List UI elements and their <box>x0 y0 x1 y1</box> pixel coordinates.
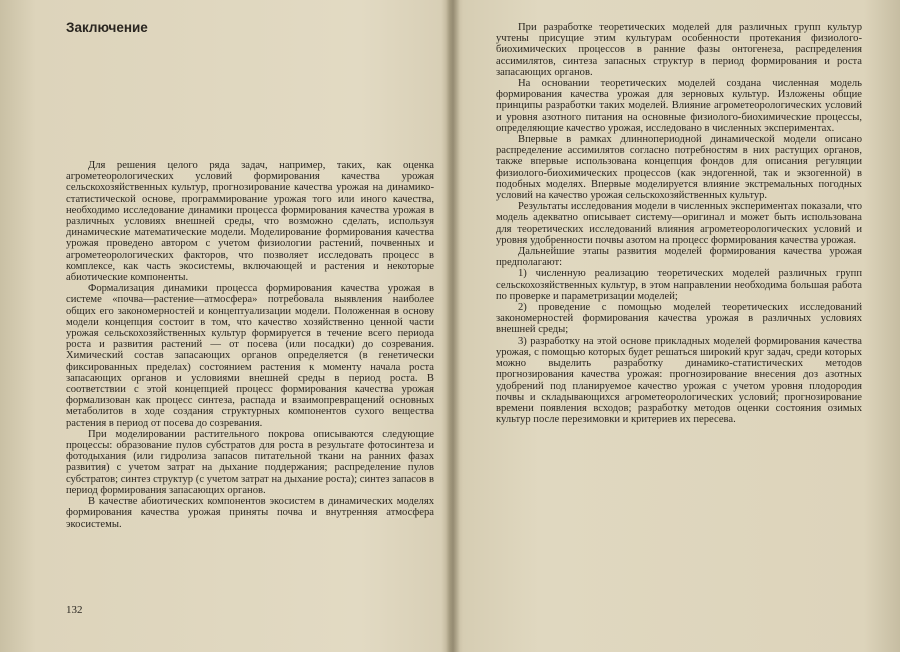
right-page-body <box>496 22 862 425</box>
book-gutter <box>446 0 460 652</box>
paragraph: Формализация динамики процесса формирования качества урожая в системе «почва—растение—атмосфера» потребовала выявления наиболее общих его закономерностей и концептуализации модели. Положенная в основу модели концепция состоит в том, что качество хозяйственно ценной части урожая сельскохозяйственных культур формируется в течение всего периода роста и развития растений — от посева (или посадки) до созревания. Химический состав запасающих органов определяется (в генетически фиксированных пределах) состоянием растения к моменту начала роста запасающих органов и условиями внешней среды в период роста. В соответствии с этой концепцией процесс формирования качества урожая формализован как процесс синтеза, распада и взаимопревращений основных метаболитов в ходе создания структурных компонентов сухого вещества растения в период от посева до созревания. <box>66 283 434 429</box>
page-number: 132 <box>66 604 83 616</box>
section-heading: Заключение <box>66 20 148 35</box>
right-page <box>496 0 862 652</box>
left-page-body <box>66 160 434 530</box>
paragraph: В качестве абиотических компонентов экосистем в динамических моделях формирования качества урожая приняты почва и внутренняя атмосфера экосистемы. <box>66 496 434 530</box>
paragraph: На основании теоретических моделей создана численная модель формирования качества урожая для зерновых культур. Изложены общие принципы разработки таких моделей. Влияние агрометеорологических условий и уровня азотного питания на основные физиолого-биохимические процессы, определяющие качество урожая, исследовано в численных экспериментах. <box>496 78 862 134</box>
paragraph: Результаты исследования модели в численных экспериментах показали, что модель адекватно описывает систему—оригинал и может быть использована для теоретических исследований влияния агрометеорологических условий и уровня удобренности почвы азотом на процесс формирования качества урожая. <box>496 201 862 246</box>
paragraph: При разработке теоретических моделей для различных групп культур учтены присущие этим культурам особенности протекания физиолого-биохимических процессов в ранние фазы онтогенеза, распределения ассимилятов, синтеза запасных структур в период формирования и роста запасающих органов. <box>496 22 862 78</box>
paragraph: Для решения целого ряда задач, например, таких, как оценка агрометеорологических условий формирования качества урожая сельскохозяйственных культур, прогнозирование качества урожая на динамико-статистической основе, программирование урожая того или иного качества, необходимо исследование динамики процесса формирования качества урожая в различных условиях внешней среды, что возможно сделать, используя динамические математические модели. Моделирование формирования качества урожая проведено автором с учетом физиологии растений, почвенных и агрометеорологических факторов, что позволяет исследовать процесс в комплексе, как часть экосистемы, включающей и растения и некоторые абиотические компоненты. <box>66 160 434 284</box>
left-page <box>56 0 434 652</box>
list-item: 3) разработку на этой основе прикладных моделей формирования качества урожая, с помощью которых будет решаться широкий круг задач, среди которых можно выделить разработку динамико-статистических методов прогнозирования качества урожая: прогнозирование внесения доз азотных удобрений под планируемое качество урожая с учетом уровня плодородия почвы и складывающихся агрометеорологических условий; прогнозирование времени появления всходов; разработку методов оценки состояния озимых культур после перезимовки и критериев их пересева. <box>496 335 862 426</box>
list-item: 1) численную реализацию теоретических моделей различных групп сельскохозяйственных культур, в этом направлении необходима большая работа по проверке и параметризации моделей; <box>496 268 862 302</box>
paragraph: При моделировании растительного покрова описываются следующие процессы: образование пулов субстратов для роста в результате фотосинтеза и фотодыхания (или гидролиза запасов питательной ткани на ранних фазах развития) с учетом затрат на дыхание поддержания; распределение пулов субстратов; синтез структур (с учетом затрат на дыхание роста); синтез запасов в период формирования запасающих органов. <box>66 428 434 496</box>
paragraph: Впервые в рамках длиннопериодной динамической модели описано распределение ассимилятов согласно потребностям в них растущих органов, также впервые использована концепция фондов для описания регуляции физиолого-биохимических процессов (как эндогенной, так и экзогенной) в подобных моделях. Впервые моделируется влияние экстремальных погодных условий на качество урожая сельскохозяйственных культур. <box>496 134 862 202</box>
list-item: 2) проведение с помощью моделей теоретических исследований закономерностей формирования качества урожая в различных условиях внешней среды; <box>496 302 862 336</box>
paragraph: Дальнейшие этапы развития моделей формирования качества урожая предполагают: <box>496 246 862 269</box>
